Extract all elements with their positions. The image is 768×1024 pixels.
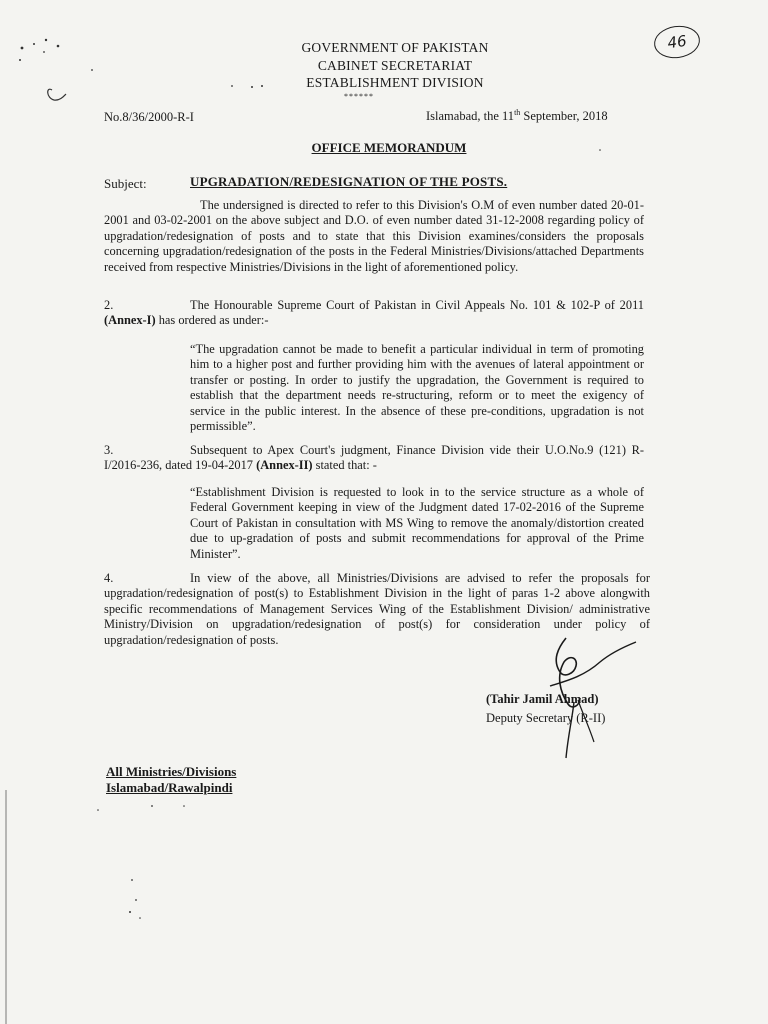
paragraph-2-number: 2.	[104, 298, 114, 312]
date-line	[426, 108, 608, 124]
date-rest: September, 2018	[520, 109, 608, 124]
quote-supreme-court: “The upgradation cannot be made to benefit a particular individual in term of promoting him to a higher post and further providing him with the avenues of lateral appointment or transfer or posting. In order to justify the upgradation, the Government is required to establish that the department needs re-structuring, reform or to meet the exigency of service in the public interest. In the absence of these pre-conditions, upgradation is not permissible”.	[190, 342, 644, 434]
paragraph-3-text-a: Subsequent to Apex Court's judgment, Finance Division vide their U.O.No.9 (121) R-I/2016-236, dated 19-04-2017	[104, 443, 644, 473]
addressee-line-2: Islamabad/Rawalpindi	[106, 780, 233, 795]
paragraph-4: In view of the above, all Ministries/Divisions are advised to refer the proposals for upgradation/redesignation of post(s) to Establishment Division in the light of paras 1-2 above alongwith specific recommendations of Management Services Wing of the Establishment Division/ administrative Ministry/Division on upgradation/redesignation of post(s) for consideration under policy of upgradation/redesignation of posts.	[104, 571, 650, 647]
signatory-name: (Tahir Jamil Ahmad)	[486, 692, 599, 706]
paragraph-2	[104, 298, 644, 329]
addressee-line-1: All Ministries/Divisions	[106, 764, 237, 779]
paragraph-2-text-c: has ordered as under:-	[155, 313, 269, 328]
paragraph-4-number: 4.	[104, 571, 114, 585]
page-number: 46	[666, 31, 688, 53]
annex-1-ref: (Annex-I)	[104, 313, 156, 328]
paragraph-3	[104, 443, 644, 474]
memo-title: OFFICE MEMORANDUM	[311, 140, 467, 155]
paragraph-3-text-c: stated that: -	[312, 458, 377, 473]
subject-text: UPGRADATION/REDESIGNATION OF THE POSTS.	[190, 174, 508, 189]
quote-finance-division: “Establishment Division is requested to look in to the service structure as a whole of Federal Government keeping in view of the Judgment dated 17-02-2016 of the Supreme Court of Pakistan in consultation with MS Wing to remove the anomaly/distortion created due to up-gradation of posts and submit recommendations for approval of the Prime Minister”.	[190, 485, 644, 561]
signatory-designation: Deputy Secretary (R-II)	[486, 711, 606, 725]
header-government: GOVERNMENT OF PAKISTAN	[301, 40, 489, 55]
reference-number: No.8/36/2000-R-I	[104, 110, 194, 124]
annex-2-ref: (Annex-II)	[256, 458, 313, 473]
header-division: ESTABLISHMENT DIVISION	[306, 75, 484, 90]
paragraph-2-text-a: The Honourable Supreme Court of Pakistan in Civil Appeals No. 101 & 102-P of 2011	[190, 298, 644, 312]
paragraph-1: The undersigned is directed to refer to this Division's O.M of even number dated 20-01-2001 and 03-02-2001 on the above subject and D.O. of even number dated 31-12-2008 regarding policy of upgradation/redesignation of posts and to state that this Division examines/considers the proposals concerning upgradation/redesignation of the posts in the Federal Ministries/Divisions/attached Departments received from respective Ministries/Divisions in the light of aforementioned policy.	[104, 198, 644, 274]
date-suffix: th	[514, 108, 521, 117]
header-secretariat: CABINET SECRETARIAT	[317, 58, 473, 73]
paragraph-3-number: 3.	[104, 443, 114, 457]
date-prefix: Islamabad, the 11	[426, 109, 515, 124]
subject-label: Subject:	[104, 176, 147, 191]
header-stars: ******	[344, 92, 374, 101]
